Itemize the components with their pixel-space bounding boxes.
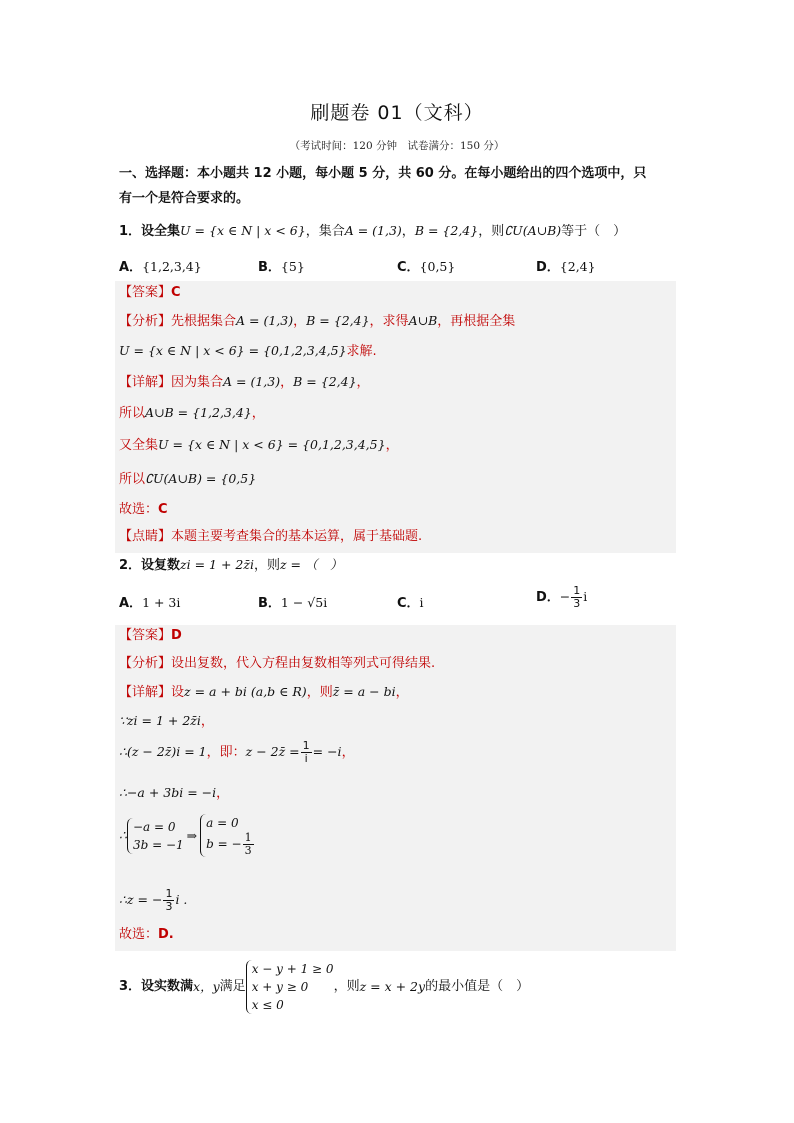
q1-option-a: A．{1,2,3,4}	[119, 259, 202, 275]
q2-choose: 故选：D.	[119, 927, 174, 942]
q3-constraints: x − y + 1 ≥ 0 x + y ≥ 0 x ≤ 0	[246, 960, 334, 1014]
q1-set-a: A = (1,3)	[344, 223, 402, 238]
q1-option-d: D．{2,4}	[536, 259, 596, 275]
q2-therefore1: ∴(z − 2z̄)i = 1，即：z − 2z̄ = $\frac{1}{i}$ = −i，	[119, 739, 355, 765]
q1-choose: 故选：C	[119, 502, 168, 517]
q1-ask-pre: ，则	[478, 224, 505, 239]
q2-result: ∴z = − $\frac{1}{3}$ i .	[119, 887, 188, 913]
q1-set-b: B = {2,4}	[414, 223, 479, 238]
q2-system-left: −a = 0 3b = −1	[127, 818, 184, 854]
q2-because: ∵zi = 1 + 2z̄i，	[119, 713, 214, 729]
q1-answer: 【答案】C	[119, 285, 181, 300]
q1-so1: 所以A∪B = {1,2,3,4}，	[119, 405, 265, 421]
question-1	[119, 222, 626, 241]
q1-mid: ，集合	[305, 224, 345, 239]
q1-expr: ∁U(A∪B)	[504, 223, 562, 238]
q2-option-a: A．1 + 3i	[119, 595, 181, 611]
q1-option-c: C．{0,5}	[397, 259, 456, 275]
q2-option-b: B．1 − √5i	[258, 595, 328, 611]
q1-detail: 【详解】因为集合A = (1,3)，B = {2,4}，	[119, 374, 370, 390]
q1-comma: ，	[401, 224, 415, 239]
q1-ask-post: 等于（ ）	[561, 224, 627, 239]
q1-comment: 【点睛】本题主要考查集合的基本运算，属于基础题.	[119, 529, 423, 544]
q1-analysis: 【分析】先根据集合A = (1,3)，B = {2,4}，求得A∪B，再根据全集	[119, 313, 516, 329]
q2-system: ∴ −a = 0 3b = −1 ⇒ a = 0 b = − $\frac{1}{3}$	[119, 814, 255, 857]
q2-answer: 【答案】D	[119, 628, 182, 643]
q2-therefore2: ∴−a + 3bi = −i，	[119, 785, 230, 801]
q1-set-u: U = {x ∈ N | x < 6}	[180, 223, 306, 238]
q2-analysis: 【分析】设出复数，代入方程由复数相等列式可得结果.	[119, 656, 436, 671]
section-heading-line1: 一、选择题：本小题共 12 小题，每小题 5 分，共 60 分。在每小题给出的四个选项中，只	[119, 166, 647, 181]
q2-option-d: D．− $\frac{1}{3}$ i	[536, 584, 588, 610]
q1-prefix: 1．设全集	[119, 224, 181, 239]
q2-option-c: C．i	[397, 595, 424, 611]
q1-also: 又全集U = {x ∈ N | x < 6} = {0,1,2,3,4,5}，	[119, 437, 399, 453]
q1-so2: 所以∁U(A∪B) = {0,5}	[119, 471, 257, 487]
q2-system-right: a = 0 b = − $\frac{1}{3}$	[200, 814, 254, 857]
q1-option-b: B．{5}	[258, 259, 305, 275]
question-3: 3．设实数满x，y满足 x − y + 1 ≥ 0 x + y ≥ 0 x ≤ 0 ，则z = x + 2y的最小值是（ ）	[119, 962, 530, 1012]
q2-detail: 【详解】设z = a + bi (a,b ∈ R)，则z̄ = a − bi，	[119, 684, 409, 700]
question-2: 2．设复数zi = 1 + 2z̄i，则z = （ ）	[119, 557, 343, 573]
q2-therefore-mark: ∴	[119, 827, 127, 843]
page-title: 刷题卷 01（文科）	[310, 102, 484, 124]
q1-analysis-line2: U = {x ∈ N | x < 6} = {0,1,2,3,4,5}求解.	[119, 343, 377, 359]
exam-info: （考试时间：120 分钟 试卷满分：150 分）	[289, 140, 505, 152]
section-heading-line2: 有一个是符合要求的。	[119, 191, 250, 206]
